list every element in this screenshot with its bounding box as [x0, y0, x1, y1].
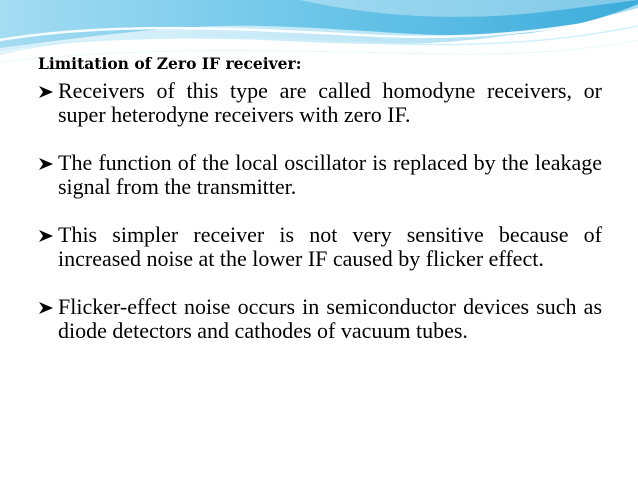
bullet-item	[38, 295, 602, 343]
bullet-text: This simpler receiver is not very sensitive because of increased noise at the lower IF caused by flicker effect.	[58, 222, 602, 271]
bullet-text: Flicker-effect noise occurs in semiconductor devices such as diode detectors and cathodes of vacuum tubes.	[58, 294, 602, 343]
arrowhead-check-icon	[38, 157, 54, 171]
arrowhead-check-icon	[38, 229, 54, 243]
arrowhead-check-icon	[38, 85, 54, 99]
bullet-text: The function of the local oscillator is replaced by the leakage signal from the transmitter.	[58, 150, 602, 199]
slide-heading: Limitation of Zero IF receiver:	[38, 54, 302, 73]
bullet-item	[38, 151, 602, 199]
bullet-item	[38, 79, 602, 127]
bullet-item	[38, 223, 602, 271]
bullet-text: Receivers of this type are called homodyne receivers, or super heterodyne receivers with zero IF.	[58, 78, 602, 127]
bullet-list	[38, 79, 602, 343]
arrowhead-check-icon	[38, 301, 54, 315]
